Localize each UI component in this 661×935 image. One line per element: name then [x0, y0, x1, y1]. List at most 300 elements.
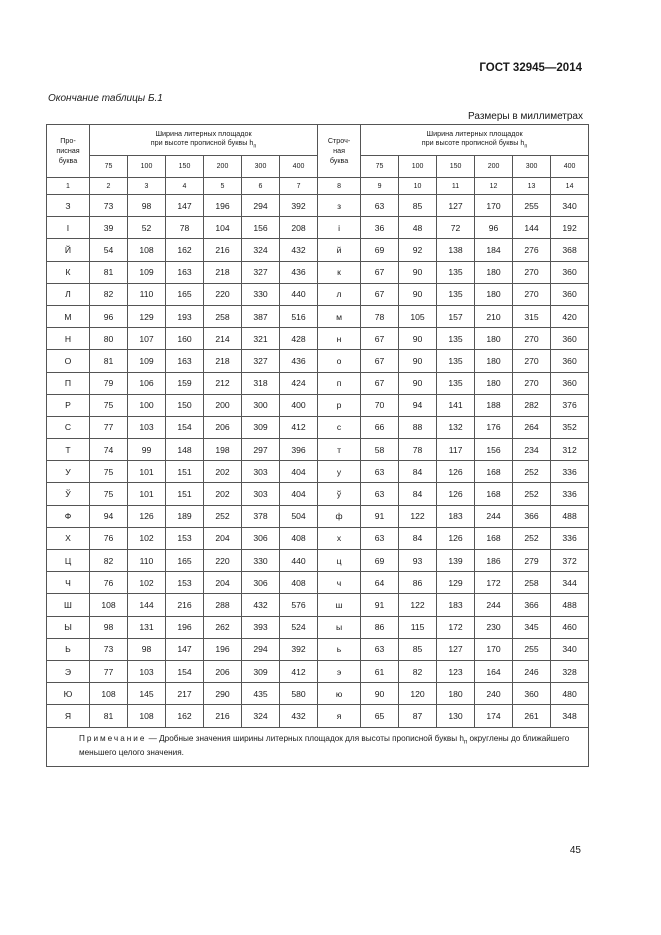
upper-width-cell: 214: [204, 328, 242, 350]
upper-width-cell: 208: [280, 217, 318, 239]
lower-width-cell: 360: [551, 328, 589, 350]
height-header-cell: 300: [242, 156, 280, 178]
lower-width-cell: 132: [437, 416, 475, 438]
lower-width-cell: 90: [361, 683, 399, 705]
lower-width-cell: 66: [361, 416, 399, 438]
upper-width-cell: 200: [204, 394, 242, 416]
column-number-cell: 7: [280, 178, 318, 195]
lower-letter-cell: м: [318, 305, 361, 327]
column-number-cell: 3: [128, 178, 166, 195]
table-note: Примечание — Дробные значения ширины литерных площадок для высоты прописной буквы $h_п$ округлены до ближайшего меньшего целого значения.: [47, 727, 589, 767]
lower-letter-cell: ч: [318, 572, 361, 594]
upper-width-cell: 524: [280, 616, 318, 638]
table-row: [47, 239, 589, 261]
upper-width-cell: 96: [90, 305, 128, 327]
upper-width-cell: 153: [166, 572, 204, 594]
height-header-cell: 400: [551, 156, 589, 178]
upper-letter-cell: Ы: [47, 616, 90, 638]
upper-width-cell: 78: [166, 217, 204, 239]
lower-width-cell: 126: [437, 483, 475, 505]
upper-width-cell: 327: [242, 350, 280, 372]
upper-letter-cell: Л: [47, 283, 90, 305]
lower-width-cell: 460: [551, 616, 589, 638]
lower-width-cell: 65: [361, 705, 399, 727]
upper-width-cell: 218: [204, 350, 242, 372]
upper-width-cell: 412: [280, 660, 318, 682]
lower-width-cell: 93: [399, 550, 437, 572]
lower-width-cell: 63: [361, 483, 399, 505]
lower-width-cell: 258: [513, 572, 551, 594]
lower-width-cell: 172: [437, 616, 475, 638]
lower-width-cell: 270: [513, 372, 551, 394]
upper-width-cell: 432: [242, 594, 280, 616]
lower-letter-cell: ц: [318, 550, 361, 572]
upper-width-cell: 81: [90, 705, 128, 727]
upper-width-cell: 330: [242, 550, 280, 572]
upper-width-cell: 75: [90, 394, 128, 416]
upper-width-cell: 80: [90, 328, 128, 350]
upper-width-cell: 82: [90, 550, 128, 572]
upper-width-cell: 306: [242, 572, 280, 594]
upper-width-cell: 39: [90, 217, 128, 239]
lower-width-cell: 96: [475, 217, 513, 239]
lower-width-cell: 234: [513, 439, 551, 461]
lower-width-cell: 157: [437, 305, 475, 327]
upper-width-cell: 162: [166, 239, 204, 261]
height-header-cell: 75: [361, 156, 399, 178]
table-row: [47, 616, 589, 638]
lower-width-cell: 276: [513, 239, 551, 261]
table-row: [47, 195, 589, 217]
upper-width-cell: 103: [128, 660, 166, 682]
letter-width-table: [46, 124, 589, 767]
table-row: [47, 372, 589, 394]
upper-width-cell: 74: [90, 439, 128, 461]
lower-width-cell: 168: [475, 483, 513, 505]
upper-width-cell: 77: [90, 660, 128, 682]
upper-width-cell: 216: [204, 705, 242, 727]
lower-letter-cell: у: [318, 461, 361, 483]
upper-width-cell: 104: [204, 217, 242, 239]
lower-width-cell: 120: [399, 683, 437, 705]
lower-width-cell: 345: [513, 616, 551, 638]
lower-width-cell: 186: [475, 550, 513, 572]
upper-width-cell: 408: [280, 572, 318, 594]
upper-width-cell: 290: [204, 683, 242, 705]
upper-width-cell: 392: [280, 638, 318, 660]
lower-width-cell: 366: [513, 594, 551, 616]
lower-width-cell: 180: [475, 372, 513, 394]
lower-letter-cell: к: [318, 261, 361, 283]
lower-width-header: Ширина литерных площадок при высоте прописной буквы $h_п$: [361, 125, 589, 156]
table-row: [47, 305, 589, 327]
upper-width-cell: 153: [166, 527, 204, 549]
upper-letter-cell: С: [47, 416, 90, 438]
upper-width-cell: 216: [204, 239, 242, 261]
table-row: [47, 416, 589, 438]
lower-letter-cell: о: [318, 350, 361, 372]
column-number-cell: 9: [361, 178, 399, 195]
upper-width-cell: 165: [166, 283, 204, 305]
lower-width-cell: 144: [513, 217, 551, 239]
lower-width-cell: 168: [475, 527, 513, 549]
upper-width-cell: 330: [242, 283, 280, 305]
lower-width-cell: 270: [513, 283, 551, 305]
document-id: ГОСТ 32945—2014: [479, 62, 582, 74]
upper-width-cell: 79: [90, 372, 128, 394]
lower-width-cell: 87: [399, 705, 437, 727]
lower-width-cell: 174: [475, 705, 513, 727]
upper-letter-cell: З: [47, 195, 90, 217]
lower-width-cell: 84: [399, 461, 437, 483]
lower-letter-cell: х: [318, 527, 361, 549]
upper-width-cell: 327: [242, 261, 280, 283]
upper-width-cell: 54: [90, 239, 128, 261]
upper-width-cell: 262: [204, 616, 242, 638]
upper-width-cell: 81: [90, 350, 128, 372]
lower-width-cell: 92: [399, 239, 437, 261]
lower-width-cell: 63: [361, 461, 399, 483]
upper-letter-cell: К: [47, 261, 90, 283]
upper-width-cell: 109: [128, 350, 166, 372]
upper-width-cell: 309: [242, 416, 280, 438]
lower-width-cell: 123: [437, 660, 475, 682]
units-label: Размеры в миллиметрах: [468, 111, 583, 122]
upper-width-cell: 440: [280, 283, 318, 305]
table-caption: Окончание таблицы Б.1: [48, 93, 163, 104]
upper-width-cell: 206: [204, 416, 242, 438]
upper-width-cell: 193: [166, 305, 204, 327]
upper-letter-header: Про- писная буква: [47, 125, 90, 178]
upper-width-cell: 204: [204, 572, 242, 594]
upper-letter-cell: I: [47, 217, 90, 239]
upper-width-cell: 154: [166, 416, 204, 438]
table-row: [47, 505, 589, 527]
upper-width-cell: 76: [90, 527, 128, 549]
lower-width-cell: 69: [361, 239, 399, 261]
upper-width-cell: 145: [128, 683, 166, 705]
upper-width-cell: 102: [128, 572, 166, 594]
upper-width-cell: 162: [166, 705, 204, 727]
upper-width-cell: 52: [128, 217, 166, 239]
lower-width-cell: 180: [475, 261, 513, 283]
lower-width-cell: 127: [437, 195, 475, 217]
upper-width-cell: 428: [280, 328, 318, 350]
upper-width-cell: 196: [204, 638, 242, 660]
column-number-cell: 2: [90, 178, 128, 195]
upper-width-cell: 412: [280, 416, 318, 438]
lower-width-cell: 360: [551, 261, 589, 283]
lower-width-cell: 138: [437, 239, 475, 261]
lower-width-cell: 82: [399, 660, 437, 682]
upper-width-cell: 432: [280, 239, 318, 261]
lower-width-cell: 127: [437, 638, 475, 660]
upper-width-cell: 198: [204, 439, 242, 461]
table-row: [47, 572, 589, 594]
lower-width-cell: 184: [475, 239, 513, 261]
height-header-cell: 100: [128, 156, 166, 178]
lower-width-cell: 336: [551, 527, 589, 549]
upper-width-cell: 75: [90, 483, 128, 505]
upper-width-cell: 516: [280, 305, 318, 327]
lower-width-cell: 180: [437, 683, 475, 705]
upper-letter-cell: Р: [47, 394, 90, 416]
page-number: 45: [569, 845, 581, 856]
lower-width-cell: 264: [513, 416, 551, 438]
upper-letter-cell: Ф: [47, 505, 90, 527]
table-row: [47, 527, 589, 549]
lower-letter-cell: ф: [318, 505, 361, 527]
upper-width-cell: 160: [166, 328, 204, 350]
upper-letter-cell: Ч: [47, 572, 90, 594]
lower-width-cell: 180: [475, 328, 513, 350]
upper-width-cell: 288: [204, 594, 242, 616]
upper-width-cell: 99: [128, 439, 166, 461]
upper-width-cell: 100: [128, 394, 166, 416]
upper-width-cell: 144: [128, 594, 166, 616]
lower-width-cell: 488: [551, 594, 589, 616]
lower-width-cell: 188: [475, 394, 513, 416]
lower-width-cell: 36: [361, 217, 399, 239]
lower-width-cell: 328: [551, 660, 589, 682]
upper-width-cell: 217: [166, 683, 204, 705]
lower-width-cell: 156: [475, 439, 513, 461]
lower-letter-cell: ю: [318, 683, 361, 705]
column-number-cell: 4: [166, 178, 204, 195]
lower-width-cell: 252: [513, 527, 551, 549]
upper-width-cell: 110: [128, 550, 166, 572]
lower-width-cell: 176: [475, 416, 513, 438]
column-number-cell: 14: [551, 178, 589, 195]
upper-letter-cell: О: [47, 350, 90, 372]
upper-width-cell: 432: [280, 705, 318, 727]
upper-width-cell: 297: [242, 439, 280, 461]
lower-width-cell: 58: [361, 439, 399, 461]
lower-width-cell: 420: [551, 305, 589, 327]
upper-width-cell: 98: [128, 195, 166, 217]
lower-width-cell: 61: [361, 660, 399, 682]
upper-width-cell: 109: [128, 261, 166, 283]
column-number-cell: 8: [318, 178, 361, 195]
lower-width-cell: 270: [513, 350, 551, 372]
upper-width-cell: 156: [242, 217, 280, 239]
lower-width-cell: 135: [437, 350, 475, 372]
upper-width-cell: 103: [128, 416, 166, 438]
lower-letter-cell: ў: [318, 483, 361, 505]
lower-width-cell: 90: [399, 261, 437, 283]
table-row: [47, 328, 589, 350]
upper-width-cell: 108: [90, 594, 128, 616]
lower-width-cell: 172: [475, 572, 513, 594]
upper-letter-cell: Ш: [47, 594, 90, 616]
upper-width-cell: 147: [166, 638, 204, 660]
upper-width-cell: 404: [280, 483, 318, 505]
upper-width-cell: 196: [166, 616, 204, 638]
upper-width-cell: 216: [166, 594, 204, 616]
lower-width-cell: 168: [475, 461, 513, 483]
lower-width-cell: 115: [399, 616, 437, 638]
column-number-cell: 12: [475, 178, 513, 195]
lower-width-cell: 72: [437, 217, 475, 239]
lower-letter-cell: я: [318, 705, 361, 727]
lower-letter-header: Строч- ная буква: [318, 125, 361, 178]
lower-width-cell: 360: [513, 683, 551, 705]
lower-width-cell: 255: [513, 195, 551, 217]
lower-width-cell: 170: [475, 638, 513, 660]
lower-width-cell: 84: [399, 483, 437, 505]
lower-letter-cell: ш: [318, 594, 361, 616]
upper-width-cell: 396: [280, 439, 318, 461]
column-number-cell: 5: [204, 178, 242, 195]
upper-width-cell: 131: [128, 616, 166, 638]
lower-width-cell: 246: [513, 660, 551, 682]
lower-width-cell: 135: [437, 261, 475, 283]
lower-width-cell: 372: [551, 550, 589, 572]
lower-width-cell: 117: [437, 439, 475, 461]
upper-width-cell: 378: [242, 505, 280, 527]
upper-width-cell: 202: [204, 483, 242, 505]
upper-width-cell: 408: [280, 527, 318, 549]
upper-width-cell: 129: [128, 305, 166, 327]
table-row: [47, 594, 589, 616]
upper-width-cell: 98: [128, 638, 166, 660]
lower-width-cell: 105: [399, 305, 437, 327]
lower-letter-cell: э: [318, 660, 361, 682]
height-header-cell: 400: [280, 156, 318, 178]
column-number-cell: 13: [513, 178, 551, 195]
upper-width-cell: 148: [166, 439, 204, 461]
lower-width-cell: 279: [513, 550, 551, 572]
lower-width-cell: 488: [551, 505, 589, 527]
upper-width-cell: 220: [204, 550, 242, 572]
lower-width-cell: 88: [399, 416, 437, 438]
table-row: [47, 350, 589, 372]
table-body: [47, 195, 589, 728]
lower-width-cell: 315: [513, 305, 551, 327]
lower-width-cell: 344: [551, 572, 589, 594]
lower-width-cell: 85: [399, 195, 437, 217]
lower-width-cell: 90: [399, 283, 437, 305]
upper-width-cell: 81: [90, 261, 128, 283]
upper-letter-cell: Н: [47, 328, 90, 350]
column-number-cell: 6: [242, 178, 280, 195]
upper-width-cell: 110: [128, 283, 166, 305]
upper-width-cell: 252: [204, 505, 242, 527]
upper-width-cell: 196: [204, 195, 242, 217]
upper-width-cell: 106: [128, 372, 166, 394]
lower-width-cell: 90: [399, 350, 437, 372]
upper-width-cell: 300: [242, 394, 280, 416]
upper-width-cell: 436: [280, 350, 318, 372]
upper-width-cell: 324: [242, 705, 280, 727]
upper-width-cell: 393: [242, 616, 280, 638]
lower-width-cell: 78: [361, 305, 399, 327]
upper-width-cell: 151: [166, 483, 204, 505]
lower-width-cell: 135: [437, 372, 475, 394]
lower-width-cell: 270: [513, 261, 551, 283]
lower-width-cell: 67: [361, 283, 399, 305]
lower-width-cell: 336: [551, 461, 589, 483]
lower-width-cell: 360: [551, 283, 589, 305]
upper-width-cell: 159: [166, 372, 204, 394]
lower-letter-cell: р: [318, 394, 361, 416]
lower-width-cell: 183: [437, 505, 475, 527]
lower-width-cell: 348: [551, 705, 589, 727]
lower-letter-cell: л: [318, 283, 361, 305]
lower-width-cell: 244: [475, 594, 513, 616]
upper-width-cell: 82: [90, 283, 128, 305]
lower-width-cell: 230: [475, 616, 513, 638]
lower-width-cell: 126: [437, 461, 475, 483]
upper-width-cell: 77: [90, 416, 128, 438]
lower-width-cell: 90: [399, 328, 437, 350]
upper-letter-cell: М: [47, 305, 90, 327]
lower-width-cell: 255: [513, 638, 551, 660]
table-row: [47, 217, 589, 239]
column-number-cell: 10: [399, 178, 437, 195]
lower-width-cell: 340: [551, 195, 589, 217]
lower-width-cell: 122: [399, 505, 437, 527]
upper-width-cell: 107: [128, 328, 166, 350]
table-row: [47, 439, 589, 461]
lower-letter-cell: ы: [318, 616, 361, 638]
upper-width-cell: 102: [128, 527, 166, 549]
lower-width-cell: 86: [399, 572, 437, 594]
height-header-cell: 150: [437, 156, 475, 178]
height-header-cell: 75: [90, 156, 128, 178]
upper-width-cell: 108: [128, 239, 166, 261]
lower-width-cell: 91: [361, 594, 399, 616]
upper-width-cell: 154: [166, 660, 204, 682]
upper-width-cell: 212: [204, 372, 242, 394]
lower-width-cell: 336: [551, 483, 589, 505]
upper-width-cell: 387: [242, 305, 280, 327]
upper-width-cell: 294: [242, 638, 280, 660]
lower-width-cell: 67: [361, 328, 399, 350]
lower-width-cell: 85: [399, 638, 437, 660]
upper-width-cell: 321: [242, 328, 280, 350]
lower-letter-cell: ь: [318, 638, 361, 660]
lower-width-cell: 70: [361, 394, 399, 416]
upper-letter-cell: Ю: [47, 683, 90, 705]
lower-width-cell: 129: [437, 572, 475, 594]
upper-width-cell: 76: [90, 572, 128, 594]
table-row: [47, 683, 589, 705]
upper-width-cell: 73: [90, 195, 128, 217]
upper-width-cell: 165: [166, 550, 204, 572]
upper-letter-cell: У: [47, 461, 90, 483]
lower-width-cell: 376: [551, 394, 589, 416]
upper-width-cell: 324: [242, 239, 280, 261]
lower-width-cell: 270: [513, 328, 551, 350]
upper-width-cell: 151: [166, 461, 204, 483]
upper-letter-cell: Ь: [47, 638, 90, 660]
lower-letter-cell: п: [318, 372, 361, 394]
upper-width-cell: 294: [242, 195, 280, 217]
upper-width-cell: 504: [280, 505, 318, 527]
lower-letter-cell: с: [318, 416, 361, 438]
upper-width-cell: 73: [90, 638, 128, 660]
table-row: [47, 261, 589, 283]
upper-width-cell: 424: [280, 372, 318, 394]
lower-width-cell: 84: [399, 527, 437, 549]
upper-width-cell: 580: [280, 683, 318, 705]
lower-width-cell: 141: [437, 394, 475, 416]
lower-width-cell: 210: [475, 305, 513, 327]
lower-letter-cell: т: [318, 439, 361, 461]
table-row: [47, 394, 589, 416]
column-number-cell: 1: [47, 178, 90, 195]
